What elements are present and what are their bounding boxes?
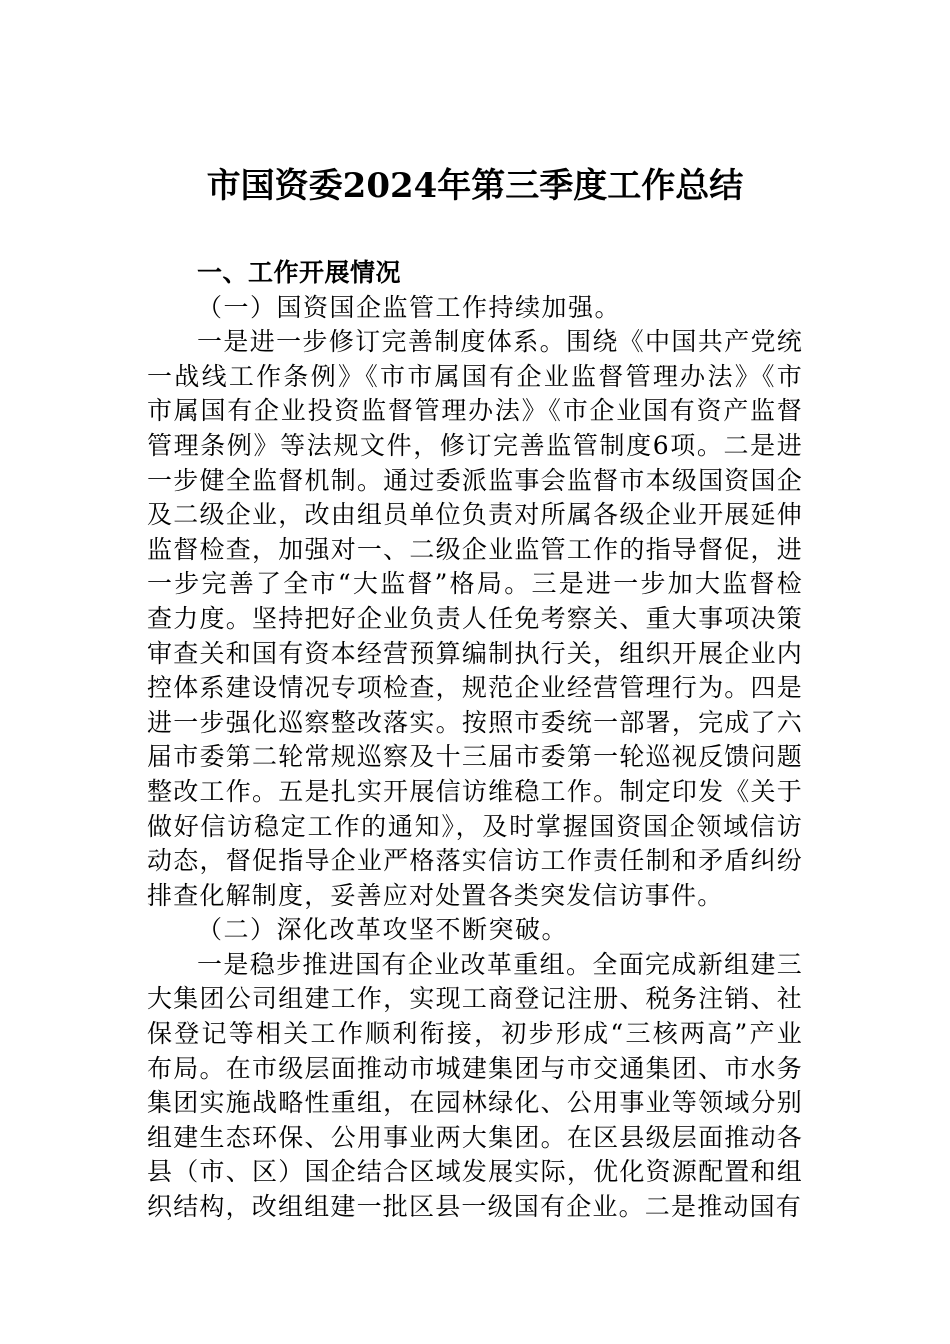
paragraph-reform: 一是稳步推进国有企业改革重组。全面完成新组建三大集团公司组建工作，实现工商登记注册、税务注销、社保登记等相关工作顺利衔接，初步形成“三核两高”产业布局。在市级层面推动市城建集团与市交通集团、市水务集团实施战略性重组，在园林绿化、公用事业等领域分别组建生态环保、公用事业两大集团。在区县级层面推动各县（市、区）国企结合区域发展实际，优化资源配置和组织结构，改组组建一批区县一级国有企业。二是推动国有	[147, 949, 803, 1222]
section-heading-1: 一、工作开展情况	[197, 258, 402, 287]
paragraph-supervision: 一是进一步修订完善制度体系。围绕《中国共产党统一战线工作条例》《市市属国有企业监督管理办法》《市市属国有企业投资监督管理办法》《市企业国有资产监督管理条例》等法规文件，修订完善监管制度6项。二是进一步健全监督机制。通过委派监事会监督市本级国资国企及二级企业，改由组员单位负责对所属各级企业开展延伸监督检查，加强对一、二级企业监管工作的指导督促，进一步完善了全市“大监督”格局。三是进一步加大监督检查力度。坚持把好企业负责人任免考察关、重大事项决策审查关和国有资本经营预算编制执行关，组织开展企业内控体系建设情况专项检查，规范企业经营管理行为。四是进一步强化巡察整改落实。按照市委统一部署，完成了六届市委第二轮常规巡察及十三届市委第一轮巡视反馈问题整改工作。五是扎实开展信访维稳工作。制定印发《关于做好信访稳定工作的通知》，及时掌握国资国企领域信访动态，督促指导企业严格落实信访工作责任制和矛盾纠纷排查化解制度，妥善应对处置各类突发信访事件。	[147, 327, 803, 910]
subsection-heading-1: （一）国资国企监管工作持续加强。	[197, 292, 622, 322]
document-title: 市国资委2024年第三季度工作总结	[206, 166, 744, 206]
document-body	[147, 256, 803, 1225]
subsection-heading-2: （二）深化改革攻坚不断突破。	[197, 915, 569, 945]
